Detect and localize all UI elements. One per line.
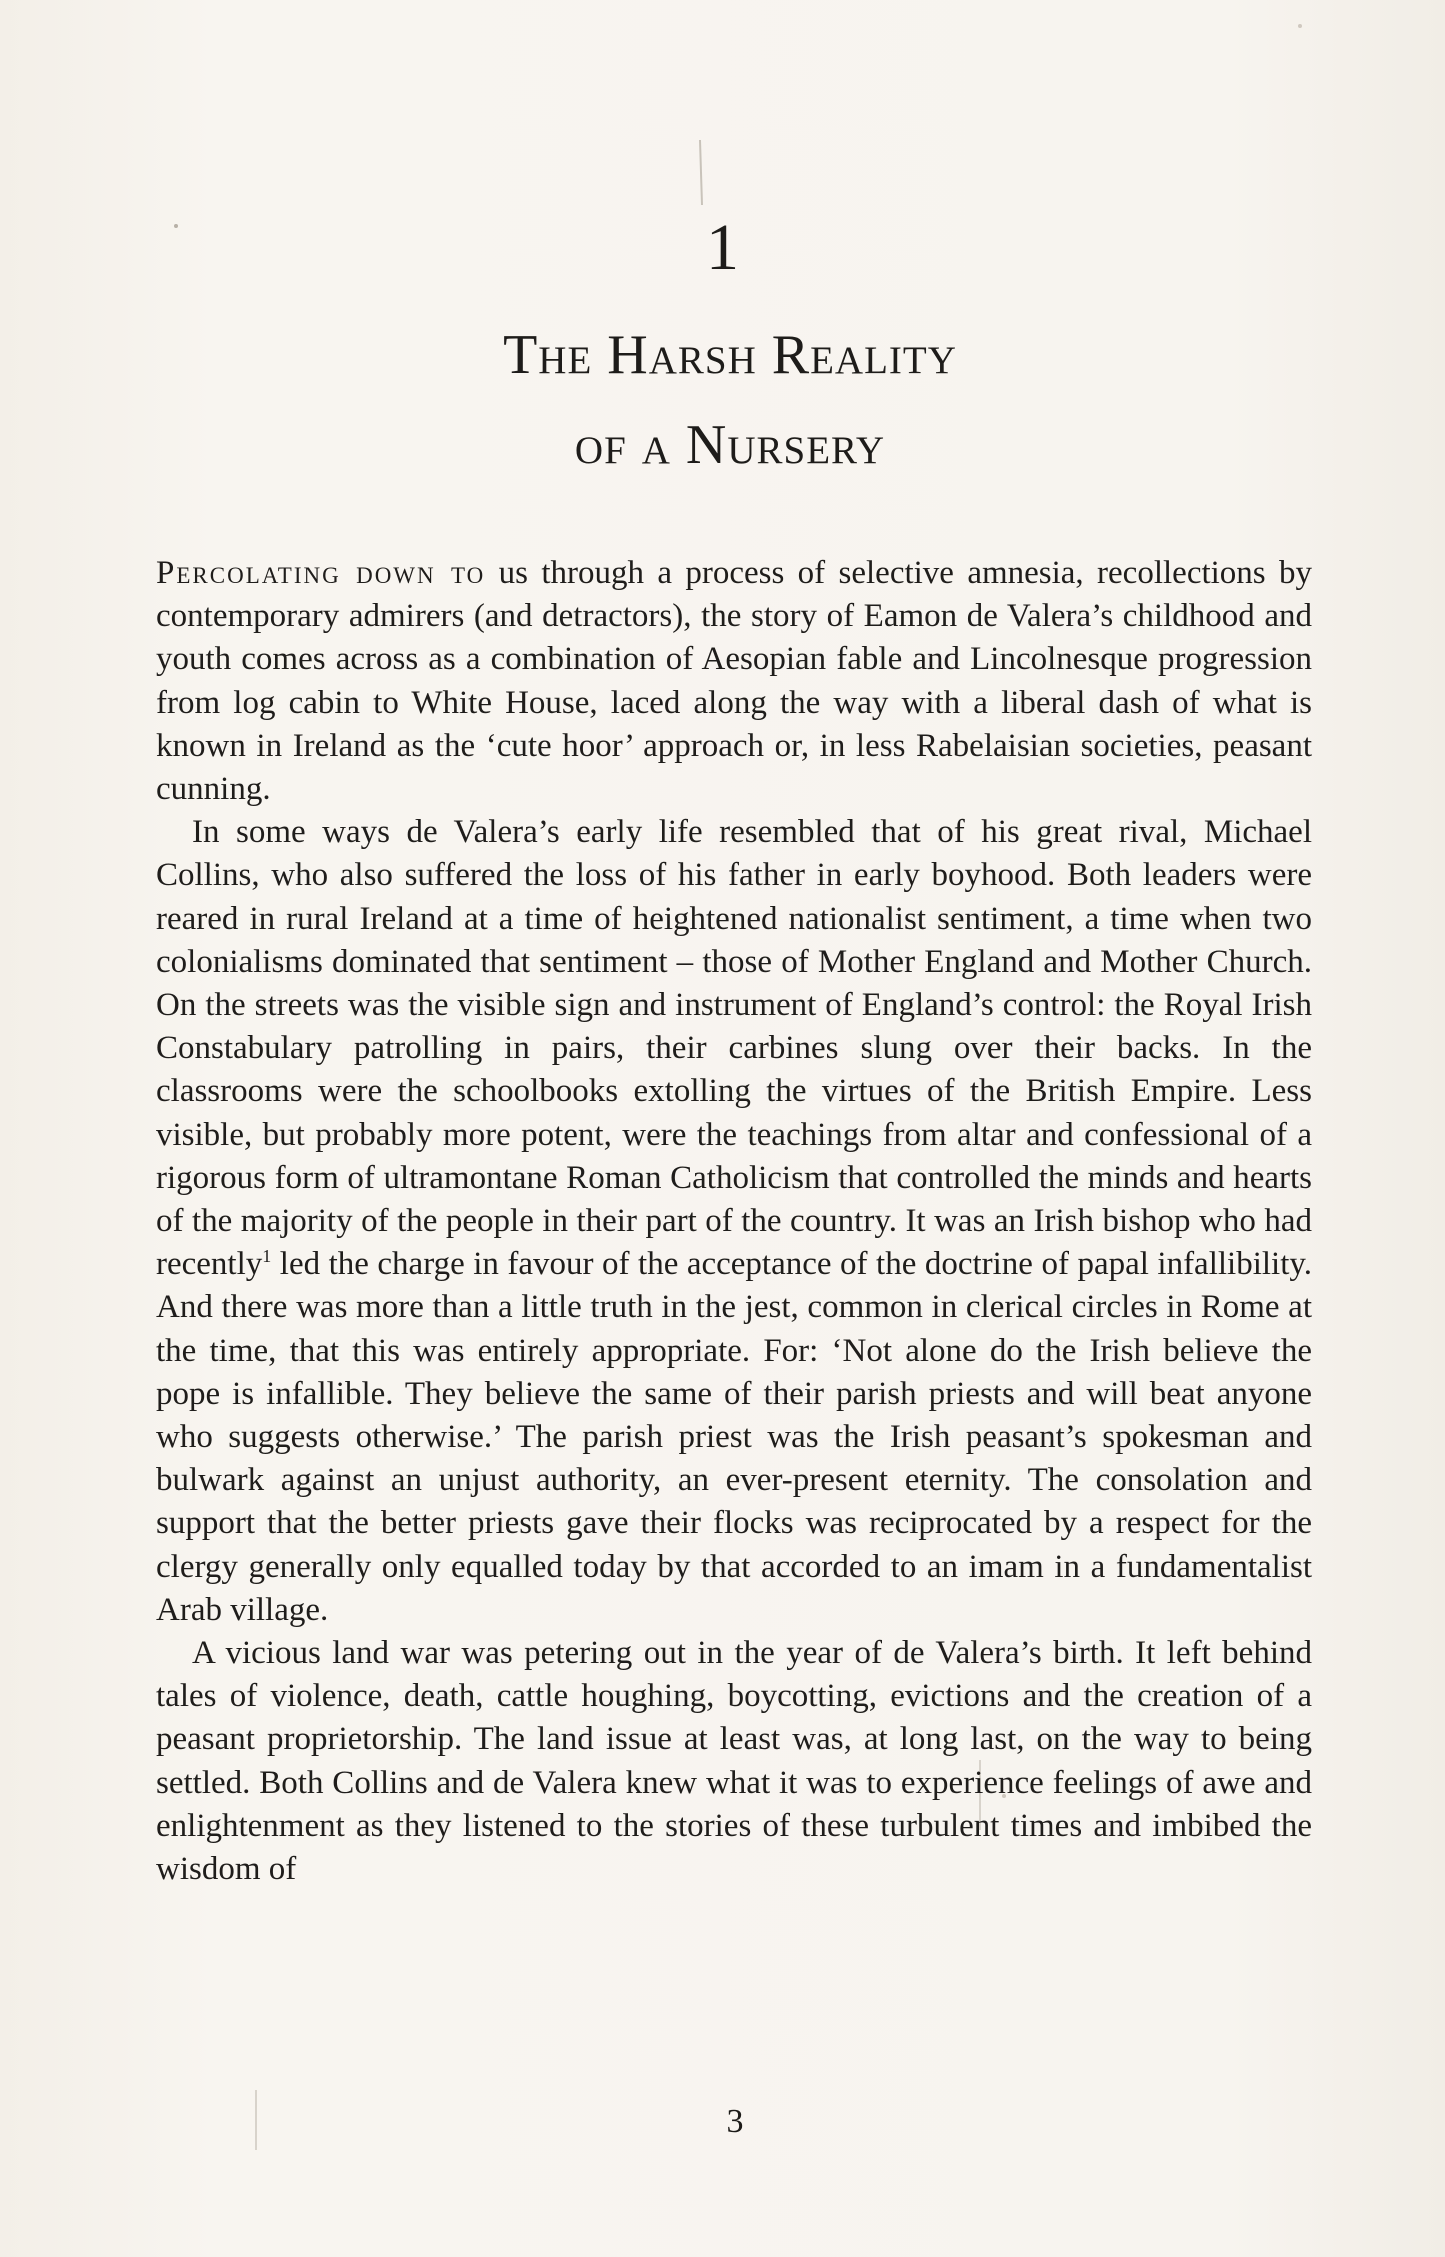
paragraph-3-text: A vicious land war was petering out in the year of de Valera’s birth. It left behind tales of violence, death, cattle houghing, boycotting, evictions and the creation of a peasant proprietorship. The land issue at least was, at long last, on the way to being settled. Both Collins and de Valera knew what it was to experience feelings of awe and enlightenment as they listened to the stories of these turbulent times and imbibed the wisdom of — [156, 1635, 1312, 1888]
paragraph-2-text-a: In some ways de Valera’s early life resembled that of his great rival, Michael Collins, who also suffered the loss of his father in early boyhood. Both leaders were reared in rural Ireland at a time of heightened nationalist sentiment, a time when two colonialisms dominated that sentiment – those of Mother England and Mother Church. On the streets was the visible sign and instrument of England’s control: the Royal Irish Constabulary patrolling in pairs, their carbines slung over their backs. In the classrooms were the schoolbooks extolling the virtues of the British Empire. Less visible, but probably more potent, were the teachings from altar and confessional of a rigorous form of ultramontane Roman Catholicism that controlled the minds and hearts of the majority of the people in their part of the country. It was an Irish bishop who had recently — [156, 814, 1312, 1283]
paragraph-2-text-b: led the charge in favour of the acceptance of the doctrine of papal infallibility. And there was more than a little truth in the jest, common in clerical circles in Rome at the time, that this was entirely appropriate. For: ‘Not alone do the Irish believe the pope is infallible. They believe the same of their parish priests and will beat anyone who suggests otherwise.’ The parish priest was the Irish peasant’s spokesman and bulwark against an unjust authority, an ever-present eternity. The consolation and support that the better priests gave their flocks was reciprocated by a respect for the clergy generally only equalled today by that accorded to an imam in a fundamentalist Arab village. — [156, 1246, 1312, 1628]
chapter-title-line-2: of a Nursery — [574, 414, 886, 476]
paragraph-3 — [156, 1632, 1312, 1891]
paragraph-1-text: us through a process of selective amnesia, recollections by contemporary admirers (and detractors), the story of Eamon de Valera’s childhood and youth comes across as a combination of Aesopian fable and Lincolnesque progression from log cabin to White House, laced along the way with a liberal dash of what is known in Ireland as the ‘cute hoor’ approach or, in less Rabelaisian societies, peasant cunning. — [156, 555, 1313, 808]
chapter-title — [0, 310, 1445, 490]
paragraph-2 — [156, 811, 1312, 1632]
footnote-reference[interactable]: 1 — [262, 1246, 272, 1267]
page-number: 3 — [726, 2103, 744, 2140]
chapter-body — [156, 552, 1312, 1891]
chapter-number: 1 — [706, 211, 739, 284]
paper-speck — [1298, 24, 1302, 28]
chapter-title-line-1: The Harsh Reality — [503, 324, 957, 386]
show-through-line — [700, 140, 702, 205]
paragraph-1-lead-in: Percolating down to — [156, 555, 486, 591]
paragraph-1 — [156, 552, 1312, 811]
